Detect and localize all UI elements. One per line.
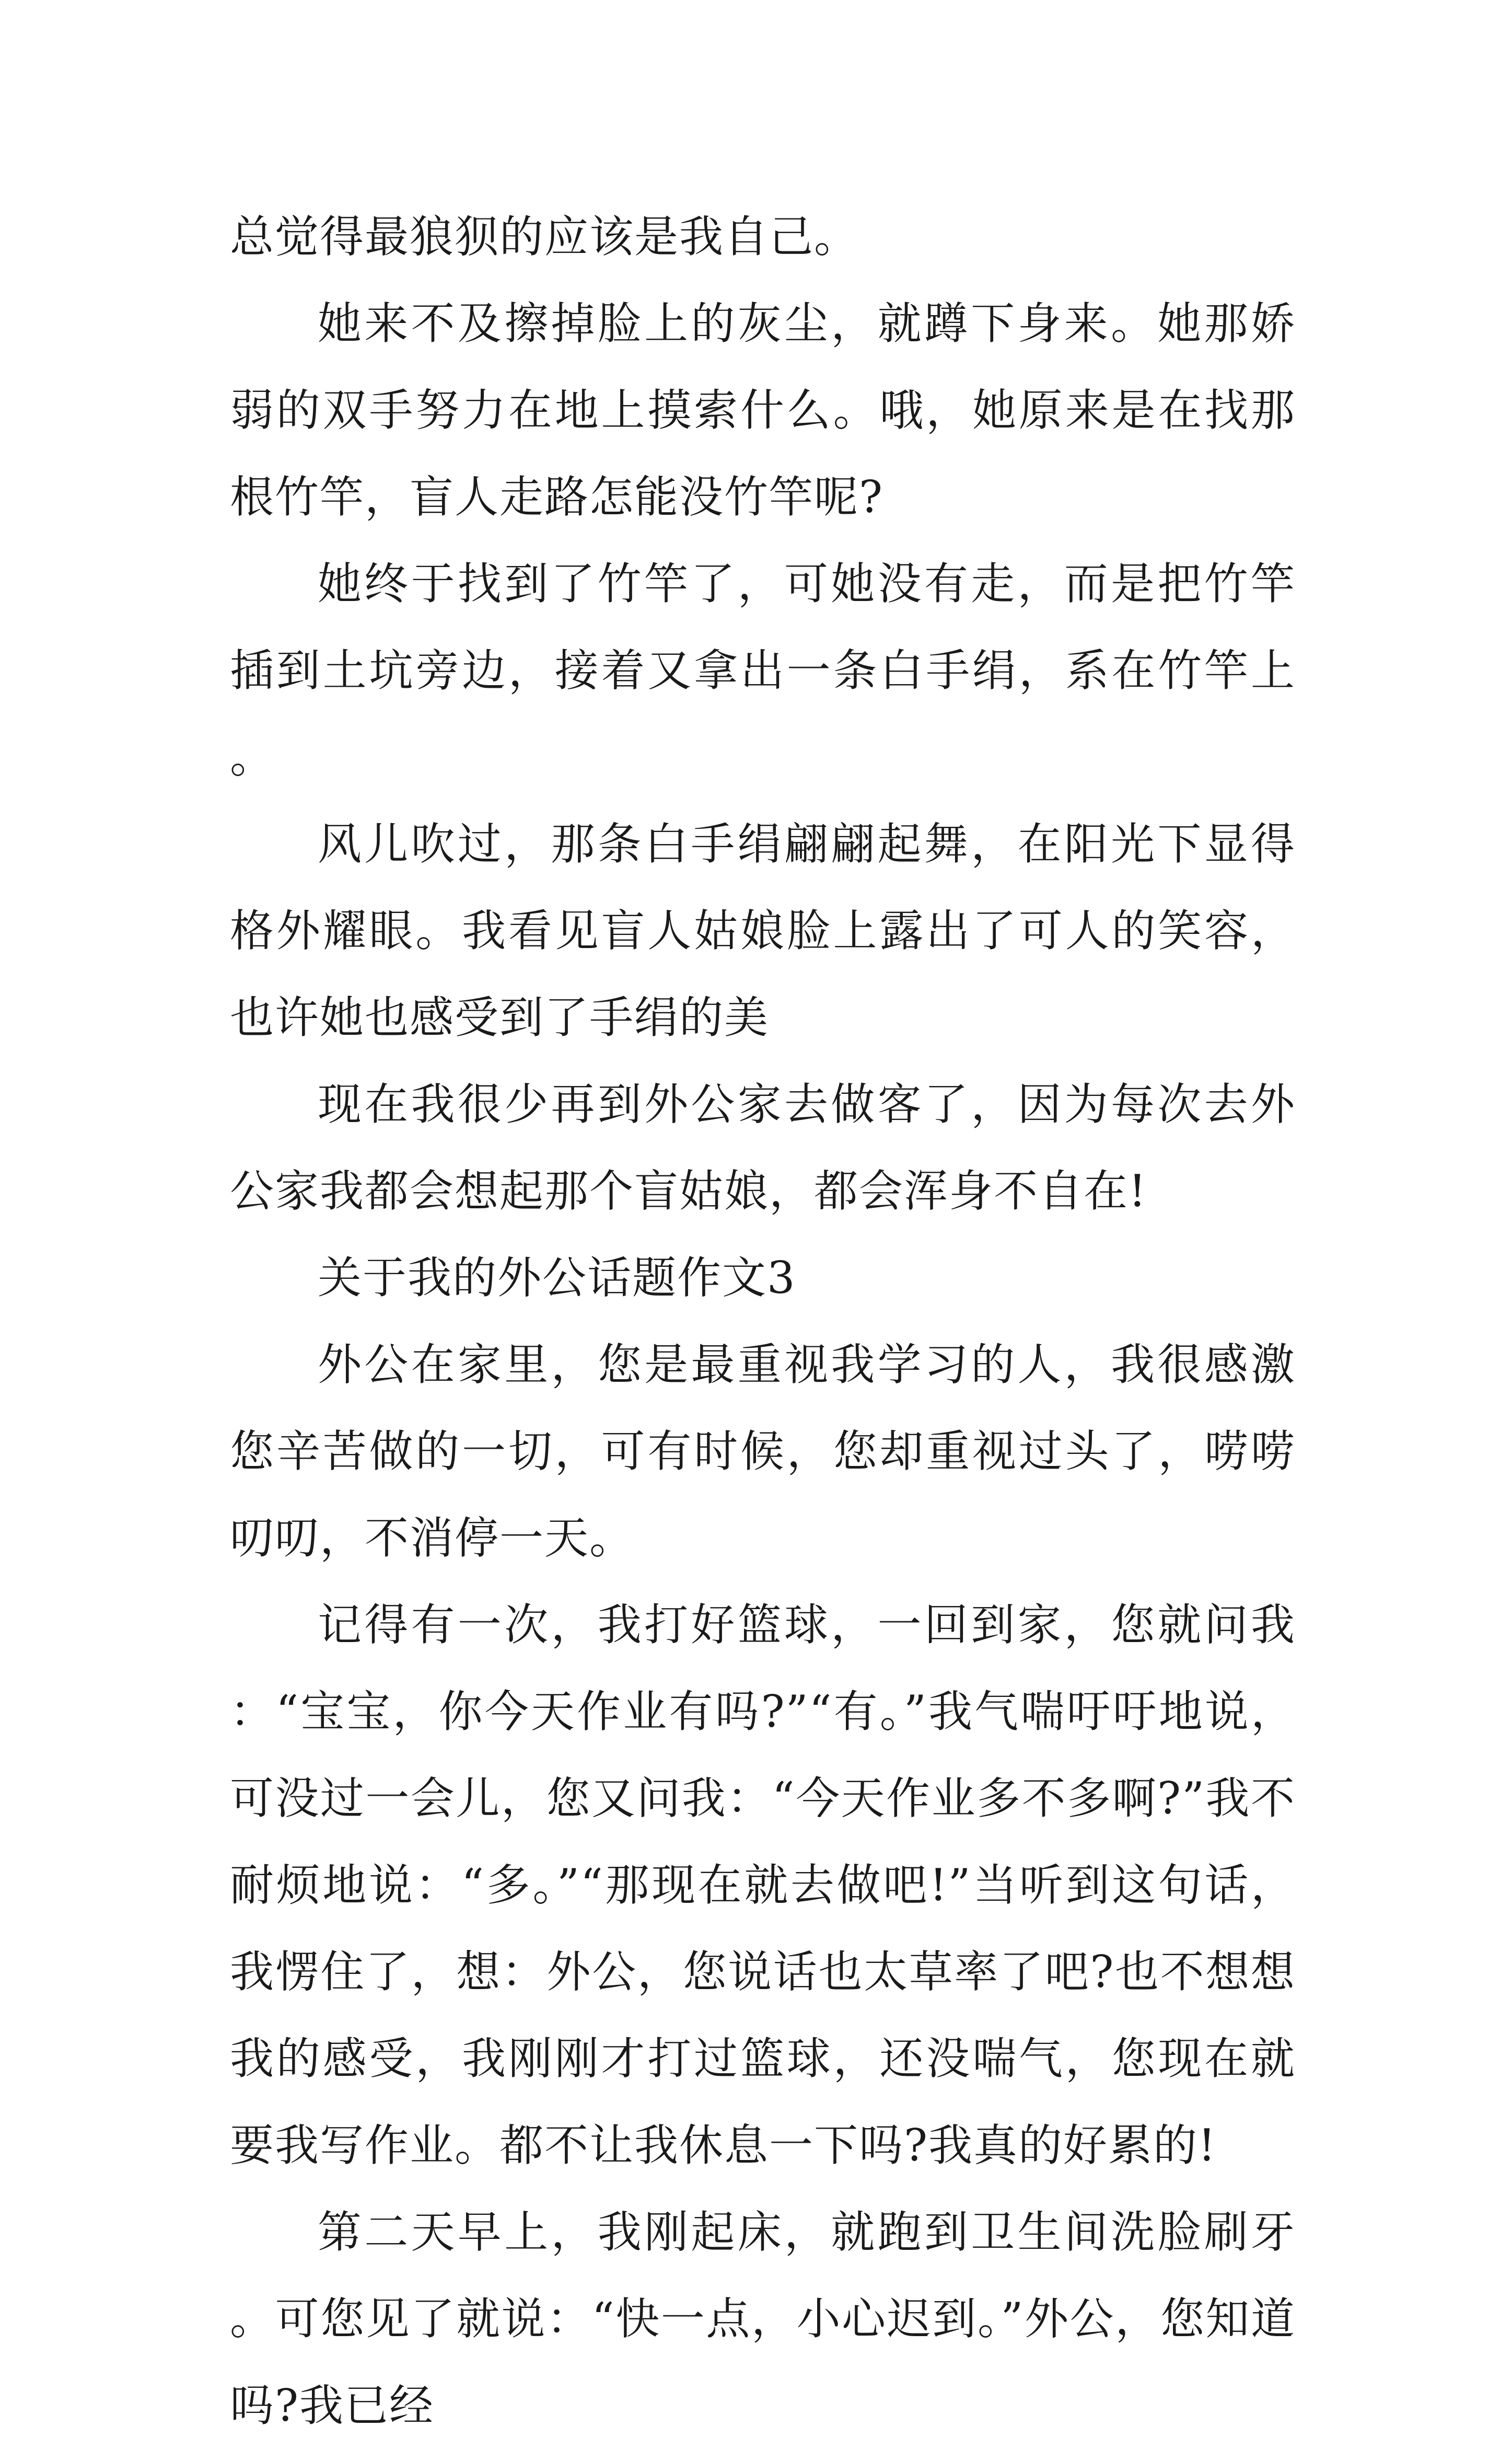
- paragraph-3: 她终于找到了竹竿了，可她没有走，而是把竹竿插到土坑旁边，接着又拿出一条白手绢，系在竹竿上。: [230, 558, 1296, 783]
- paragraph-1: 总觉得最狼狈的应该是我自己。: [230, 211, 859, 262]
- document-body: [230, 193, 1296, 2449]
- paragraph-6: 外公在家里，您是最重视我学习的人，我很感激您辛苦做的一切，可有时候，您却重视过头了，唠唠叨叨，不消停一天。: [230, 1339, 1296, 1564]
- paragraph-5: 现在我很少再到外公家去做客了，因为每次去外公家我都会想起那个盲姑娘，都会浑身不自在!: [230, 1079, 1296, 1217]
- paragraph-7: 记得有一次，我打好篮球，一回到家，您就问我：“宝宝，你今天作业有吗?”“有。”我气喘吁吁地说，可没过一会儿，您又问我：“今天作业多不多啊?”我不耐烦地说：“多。”“那现在就去做吧!”当听到这句话，我愣住了，想：外公，您说话也太草率了吧?也不想想我的感受，我刚刚才打过篮球，还没喘气，您现在就要我写作业。都不让我休息一下吗?我真的好累的!: [230, 1599, 1296, 2171]
- section-heading: 关于我的外公话题作文3: [318, 1252, 796, 1303]
- paragraph-8: 第二天早上，我刚起床，就跑到卫生间洗脸刷牙。可您见了就说：“快一点，小心迟到。”外公，您知道吗?我已经: [230, 2207, 1296, 2431]
- paragraph-2: 她来不及擦掉脸上的灰尘，就蹲下身来。她那娇弱的双手努力在地上摸索什么。哦，她原来是在找那根竹竿，盲人走路怎能没竹竿呢?: [230, 298, 1296, 523]
- paragraph-4: 风儿吹过，那条白手绢翩翩起舞，在阳光下显得格外耀眼。我看见盲人姑娘脸上露出了可人的笑容，也许她也感受到了手绢的美: [230, 818, 1296, 1043]
